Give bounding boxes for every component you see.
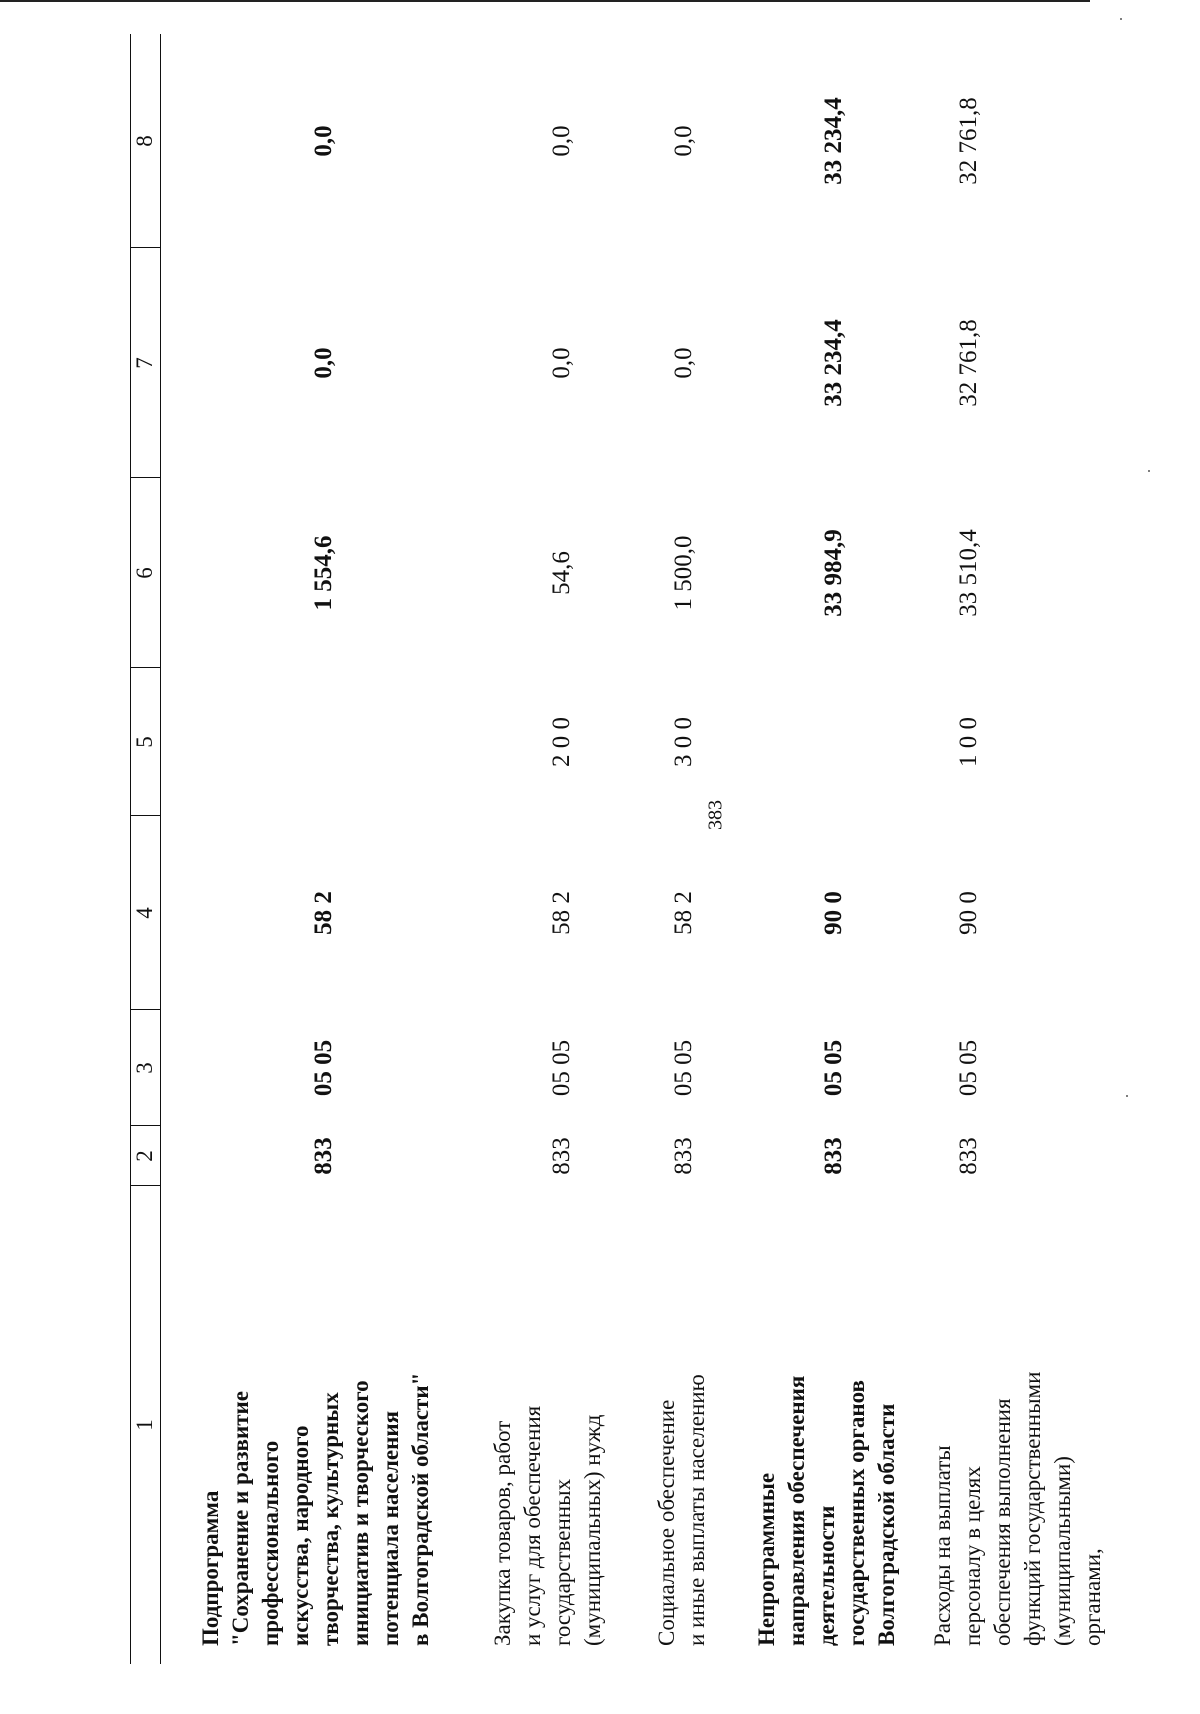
row-cell-col8: 0,0 — [548, 125, 575, 157]
row-cell-col5: 1 0 0 — [955, 717, 982, 767]
row-cell-col3: 05 05 — [548, 1039, 575, 1097]
column-header-1: 1 — [132, 1419, 157, 1431]
row-cell-col8: 0,0 — [310, 125, 337, 157]
row-cell-col8: 33 234,4 — [820, 97, 847, 185]
row-cell-col2: 833 — [670, 1137, 697, 1175]
column-header-8: 8 — [132, 135, 157, 147]
row-cell-col4: 58 2 — [310, 891, 337, 935]
row-cell-col2: 833 — [820, 1137, 847, 1175]
row-description: Подпрограмма "Сохранение и развитие профессионального искусства, народного творчества, культурных инициатив и творческого потенциала населения в Волгоградской области" — [198, 1372, 433, 1646]
row-cell-col3: 05 05 — [670, 1039, 697, 1097]
row-cell-col4: 58 2 — [670, 891, 697, 935]
row-cell-col4: 90 0 — [955, 891, 982, 935]
column-header-7: 7 — [132, 357, 157, 369]
row-cell-col6: 33 510,4 — [955, 529, 982, 617]
row-cell-col2: 833 — [310, 1137, 337, 1175]
row-cell-col5: 2 0 0 — [548, 717, 575, 767]
row-cell-col5 — [307, 668, 341, 816]
row-cell-col2: 833 — [548, 1137, 575, 1175]
row-cell-col8: 0,0 — [670, 125, 697, 157]
row-cell-col3: 05 05 — [820, 1039, 847, 1097]
column-header-2: 2 — [132, 1150, 157, 1162]
row-cell-col3: 05 05 — [310, 1039, 337, 1097]
row-cell-col4: 90 0 — [820, 891, 847, 935]
row-description: Непрограммные направления обеспечения деятельности государственных органов Волгоградской области — [754, 1375, 899, 1646]
row-description: Расходы на выплаты персоналу в целях обеспечения выполнения функций государственными (муниципальными) органами, — [930, 1371, 1105, 1646]
row-cell-col6: 54,6 — [548, 551, 575, 595]
row-cell-col7: 0,0 — [670, 347, 697, 379]
row-description: Закупка товаров, работ и услуг для обеспечения государственных (муниципальных) нужд — [490, 1405, 605, 1646]
row-cell-col6: 33 984,9 — [820, 529, 847, 617]
column-header-3: 3 — [132, 1062, 157, 1074]
row-cell-col5 — [817, 668, 851, 816]
row-cell-col7: 0,0 — [310, 347, 337, 379]
column-header-4: 4 — [132, 907, 157, 919]
column-header-5: 5 — [132, 736, 157, 748]
row-cell-col7: 32 761,8 — [955, 319, 982, 407]
row-cell-col6: 1 500,0 — [670, 535, 697, 611]
row-cell-col5: 3 0 0 — [670, 717, 697, 767]
page-number: 383 — [704, 800, 727, 830]
row-cell-col7: 33 234,4 — [820, 319, 847, 407]
row-cell-col4: 58 2 — [548, 891, 575, 935]
row-cell-col8: 32 761,8 — [955, 97, 982, 185]
row-cell-col6: 1 554,6 — [310, 535, 337, 611]
row-cell-col7: 0,0 — [548, 347, 575, 379]
row-cell-col2: 833 — [955, 1137, 982, 1175]
table-header-border — [160, 34, 161, 1664]
row-cell-col3: 05 05 — [955, 1039, 982, 1097]
row-description: Социальное обеспечение и иные выплаты населению — [654, 1374, 709, 1646]
column-header-6: 6 — [132, 567, 157, 579]
